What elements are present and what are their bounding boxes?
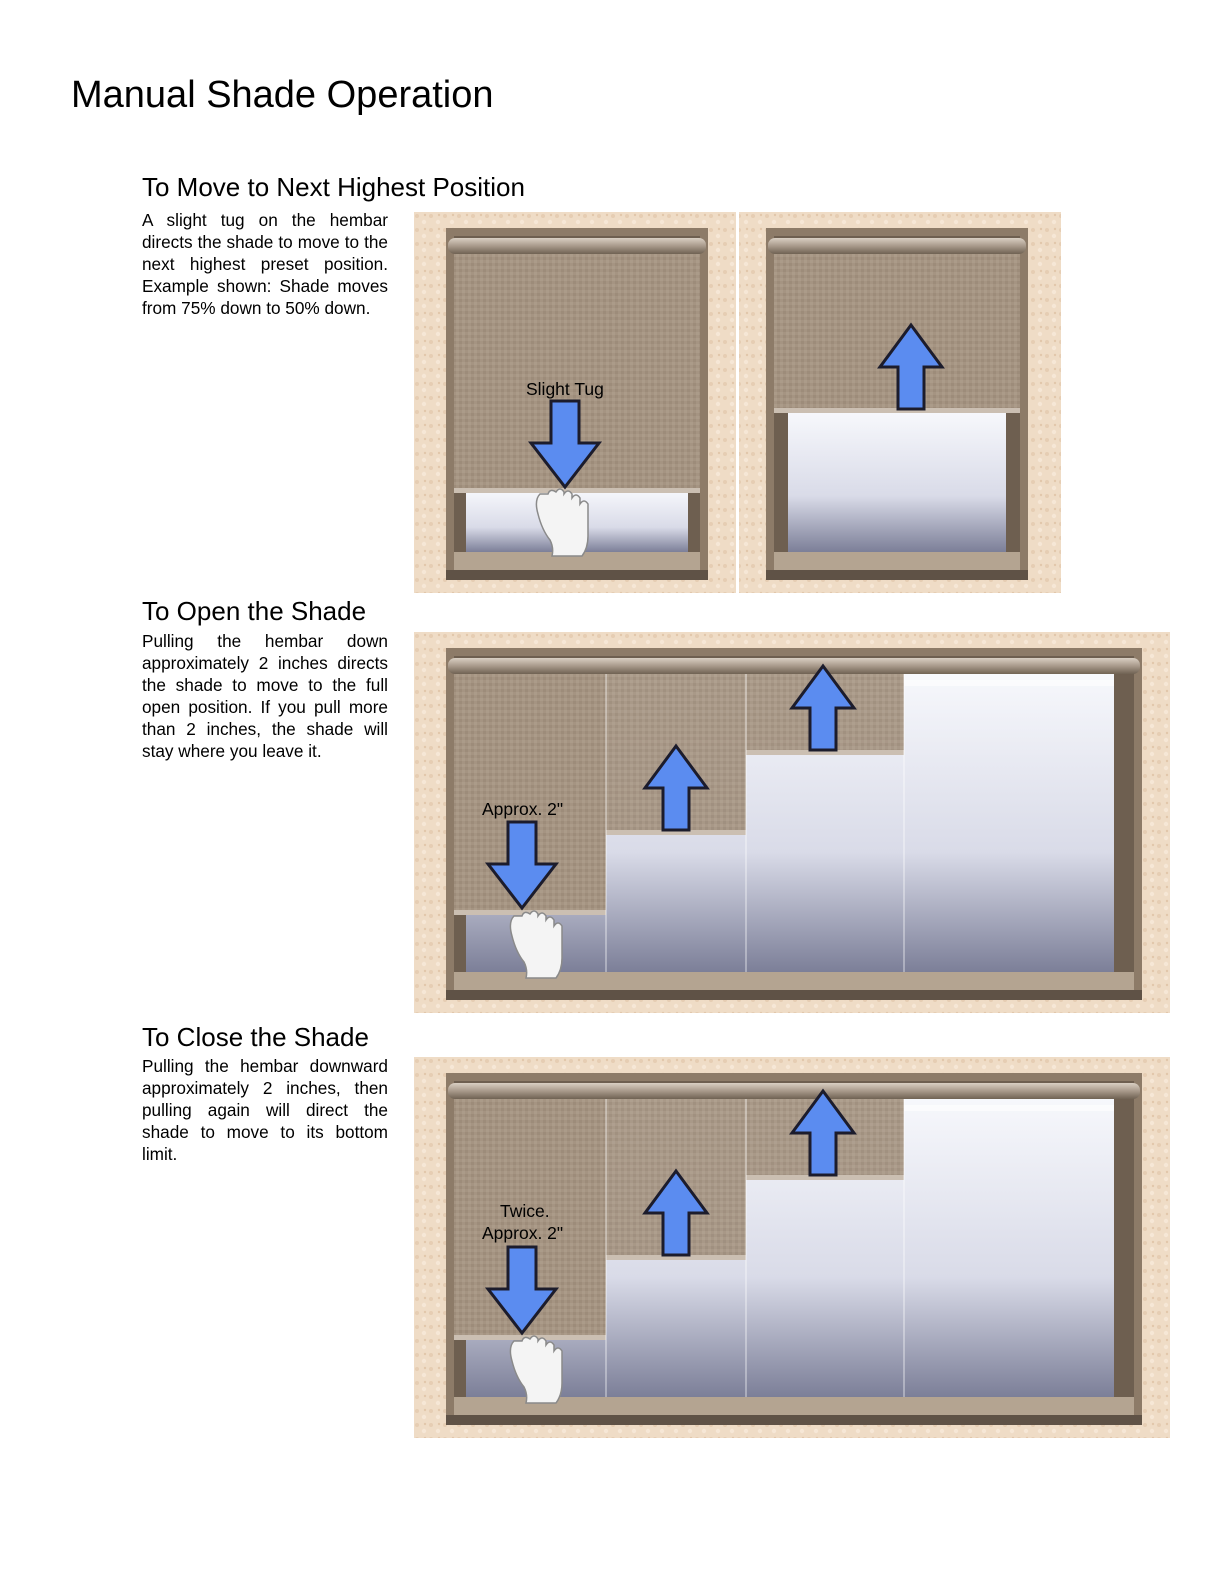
label-twice: Twice. (500, 1201, 550, 1221)
window-glass-right (788, 412, 1006, 552)
roller (448, 658, 1140, 674)
section-heading-close: To Close the Shade (142, 1022, 369, 1052)
section-body-open: Pulling the hembar down approximately 2 inches directs the shade to move to the full open position. If you pull more than 2 inches, the shade will stay where you leave it. (142, 631, 388, 761)
label-approx-2-close: Approx. 2" (482, 1223, 564, 1243)
roller-right (768, 238, 1026, 254)
roller-left (448, 238, 706, 254)
section-heading-next-position: To Move to Next Highest Position (142, 172, 525, 202)
section-body-next-position: A slight tug on the hembar directs the shade to move to the next highest preset position. Example shown: Shade moves from 75% down to 50% down. (142, 210, 388, 318)
illustration-open (414, 632, 1170, 1013)
section-body-close: Pulling the hembar downward approximately 2 inches, then pulling again will direct the shade to move to its bottom limit. (142, 1056, 388, 1164)
illustration-next-position (414, 212, 1061, 593)
roller (448, 1083, 1140, 1099)
label-slight-tug: Slight Tug (526, 379, 604, 399)
label-approx-2: Approx. 2" (482, 799, 564, 819)
illustration-close (414, 1057, 1170, 1438)
section-heading-open: To Open the Shade (142, 596, 367, 626)
hembar-left (454, 488, 700, 493)
page-title: Manual Shade Operation (71, 74, 494, 116)
